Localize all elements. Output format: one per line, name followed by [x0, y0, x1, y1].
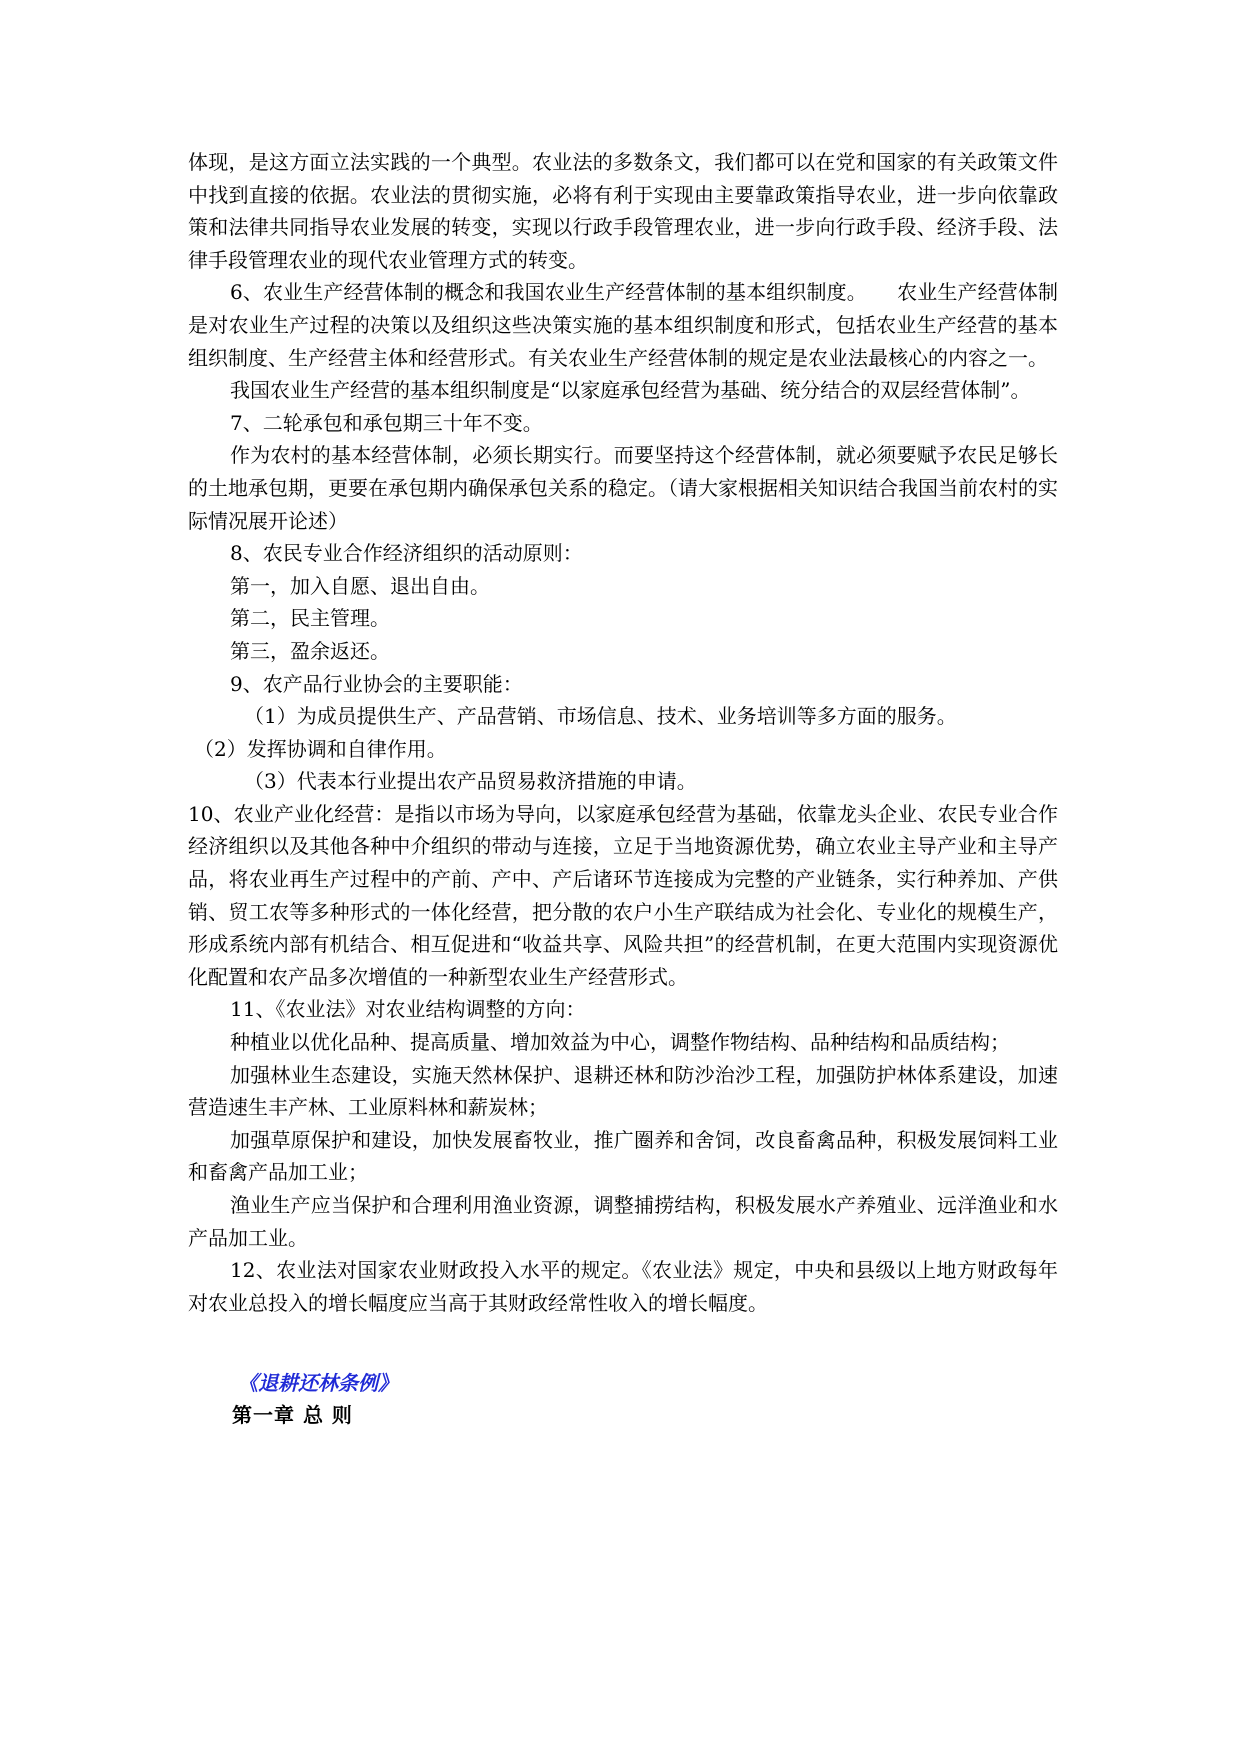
section-spacer — [188, 1319, 1058, 1367]
document-page — [188, 146, 1058, 1431]
paragraph-item-7: 7、二轮承包和承包期三十年不变。 — [230, 410, 543, 435]
paragraph-contract-stability: 作为农村的基本经营体制，必须长期实行。而要坚持这个经营体制，就必须要赋予农民足够长的土地承包期，更要在承包期内确保承包关系的稳定。（请大家根据相关知识结合我国当前农村的实际情况展开论述） — [188, 443, 1058, 533]
paragraph-principle-3: 第三，盈余返还。 — [230, 638, 390, 663]
paragraph-function-1: （1）为成员提供生产、产品营销、市场信息、技术、业务培训等多方面的服务。 — [244, 704, 957, 729]
paragraph-item-11: 11、《农业法》对农业结构调整的方向： — [230, 997, 586, 1022]
paragraph-forestry: 加强林业生态建设，实施天然林保护、退耕还林和防沙治沙工程，加强防护林体系建设，加速营造速生丰产林、工业原料林和薪炭林； — [188, 1062, 1058, 1120]
paragraph-item-9: 9、农产品行业协会的主要职能： — [230, 671, 523, 696]
paragraph-principle-1: 第一，加入自愿、退出自由。 — [230, 573, 490, 598]
paragraph-function-3: （3）代表本行业提出农产品贸易救济措施的申请。 — [244, 769, 697, 794]
paragraph-policy-basis: 体现，是这方面立法实践的一个典型。农业法的多数条文，我们都可以在党和国家的有关政策文件中找到直接的依据。农业法的贯彻实施，必将有利于实现由主要靠政策指导农业，进一步向依靠政策和法律共同指导农业发展的转变，实现以行政手段管理农业，进一步向行政手段、经济手段、法律手段管理农业的现代农业管理方式的转变。 — [188, 150, 1058, 272]
paragraph-planting: 种植业以优化品种、提高质量、增加效益为中心，调整作物结构、品种结构和品质结构； — [230, 1030, 1010, 1055]
paragraph-fishery: 渔业生产应当保护和合理利用渔业资源，调整捕捞结构，积极发展水产养殖业、远洋渔业和水产品加工业。 — [188, 1193, 1058, 1250]
paragraph-item-10: 10、农业产业化经营：是指以市场为导向，以家庭承包经营为基础，依靠龙头企业、农民专业合作经济组织以及其他各种中介组织的带动与连接，立足于当地资源优势，确立农业主导产业和主导产品，将农业再生产过程中的产前、产中、产后诸环节连接成为完整的产业链条，实行种养加、产供销、贸工农等多种形式的一体化经营，把分散的农户小生产联结成为社会化、专业化的规模生产，形成系统内部有机结合、相互促进和“收益共享、风险共担”的经营机制，在更大范围内实现资源优化配置和农产品多次增值的一种新型农业生产经营形式。 — [188, 801, 1058, 989]
paragraph-item-8: 8、农民专业合作经济组织的活动原则： — [230, 541, 583, 566]
chapter-title: 第一章 总 则 — [232, 1403, 353, 1428]
paragraph-principle-2: 第二，民主管理。 — [230, 606, 390, 631]
paragraph-item-12: 12、农业法对国家农业财政投入水平的规定。《农业法》规定，中央和县级以上地方财政每年对农业总投入的增长幅度应当高于其财政经常性收入的增长幅度。 — [188, 1258, 1058, 1315]
law-title: 《退耕还林条例》 — [238, 1371, 398, 1396]
paragraph-grassland: 加强草原保护和建设，加快发展畜牧业，推广圈养和舍饲，改良畜禽品种，积极发展饲料工业和畜禽产品加工业； — [188, 1127, 1058, 1185]
paragraph-item-6: 6、农业生产经营体制的概念和我国农业生产经营体制的基本组织制度。 农业生产经营体制是对农业生产过程的决策以及组织这些决策实施的基本组织制度和形式，包括农业生产经营的基本组织制度、生产经营主体和经营形式。有关农业生产经营体制的规定是农业法最核心的内容之一。 — [188, 280, 1058, 370]
paragraph-function-2: （2）发挥协调和自律作用。 — [194, 736, 447, 761]
paragraph-basic-system: 我国农业生产经营的基本组织制度是“以家庭承包经营为基础、统分结合的双层经营体制”。 — [230, 378, 1031, 403]
